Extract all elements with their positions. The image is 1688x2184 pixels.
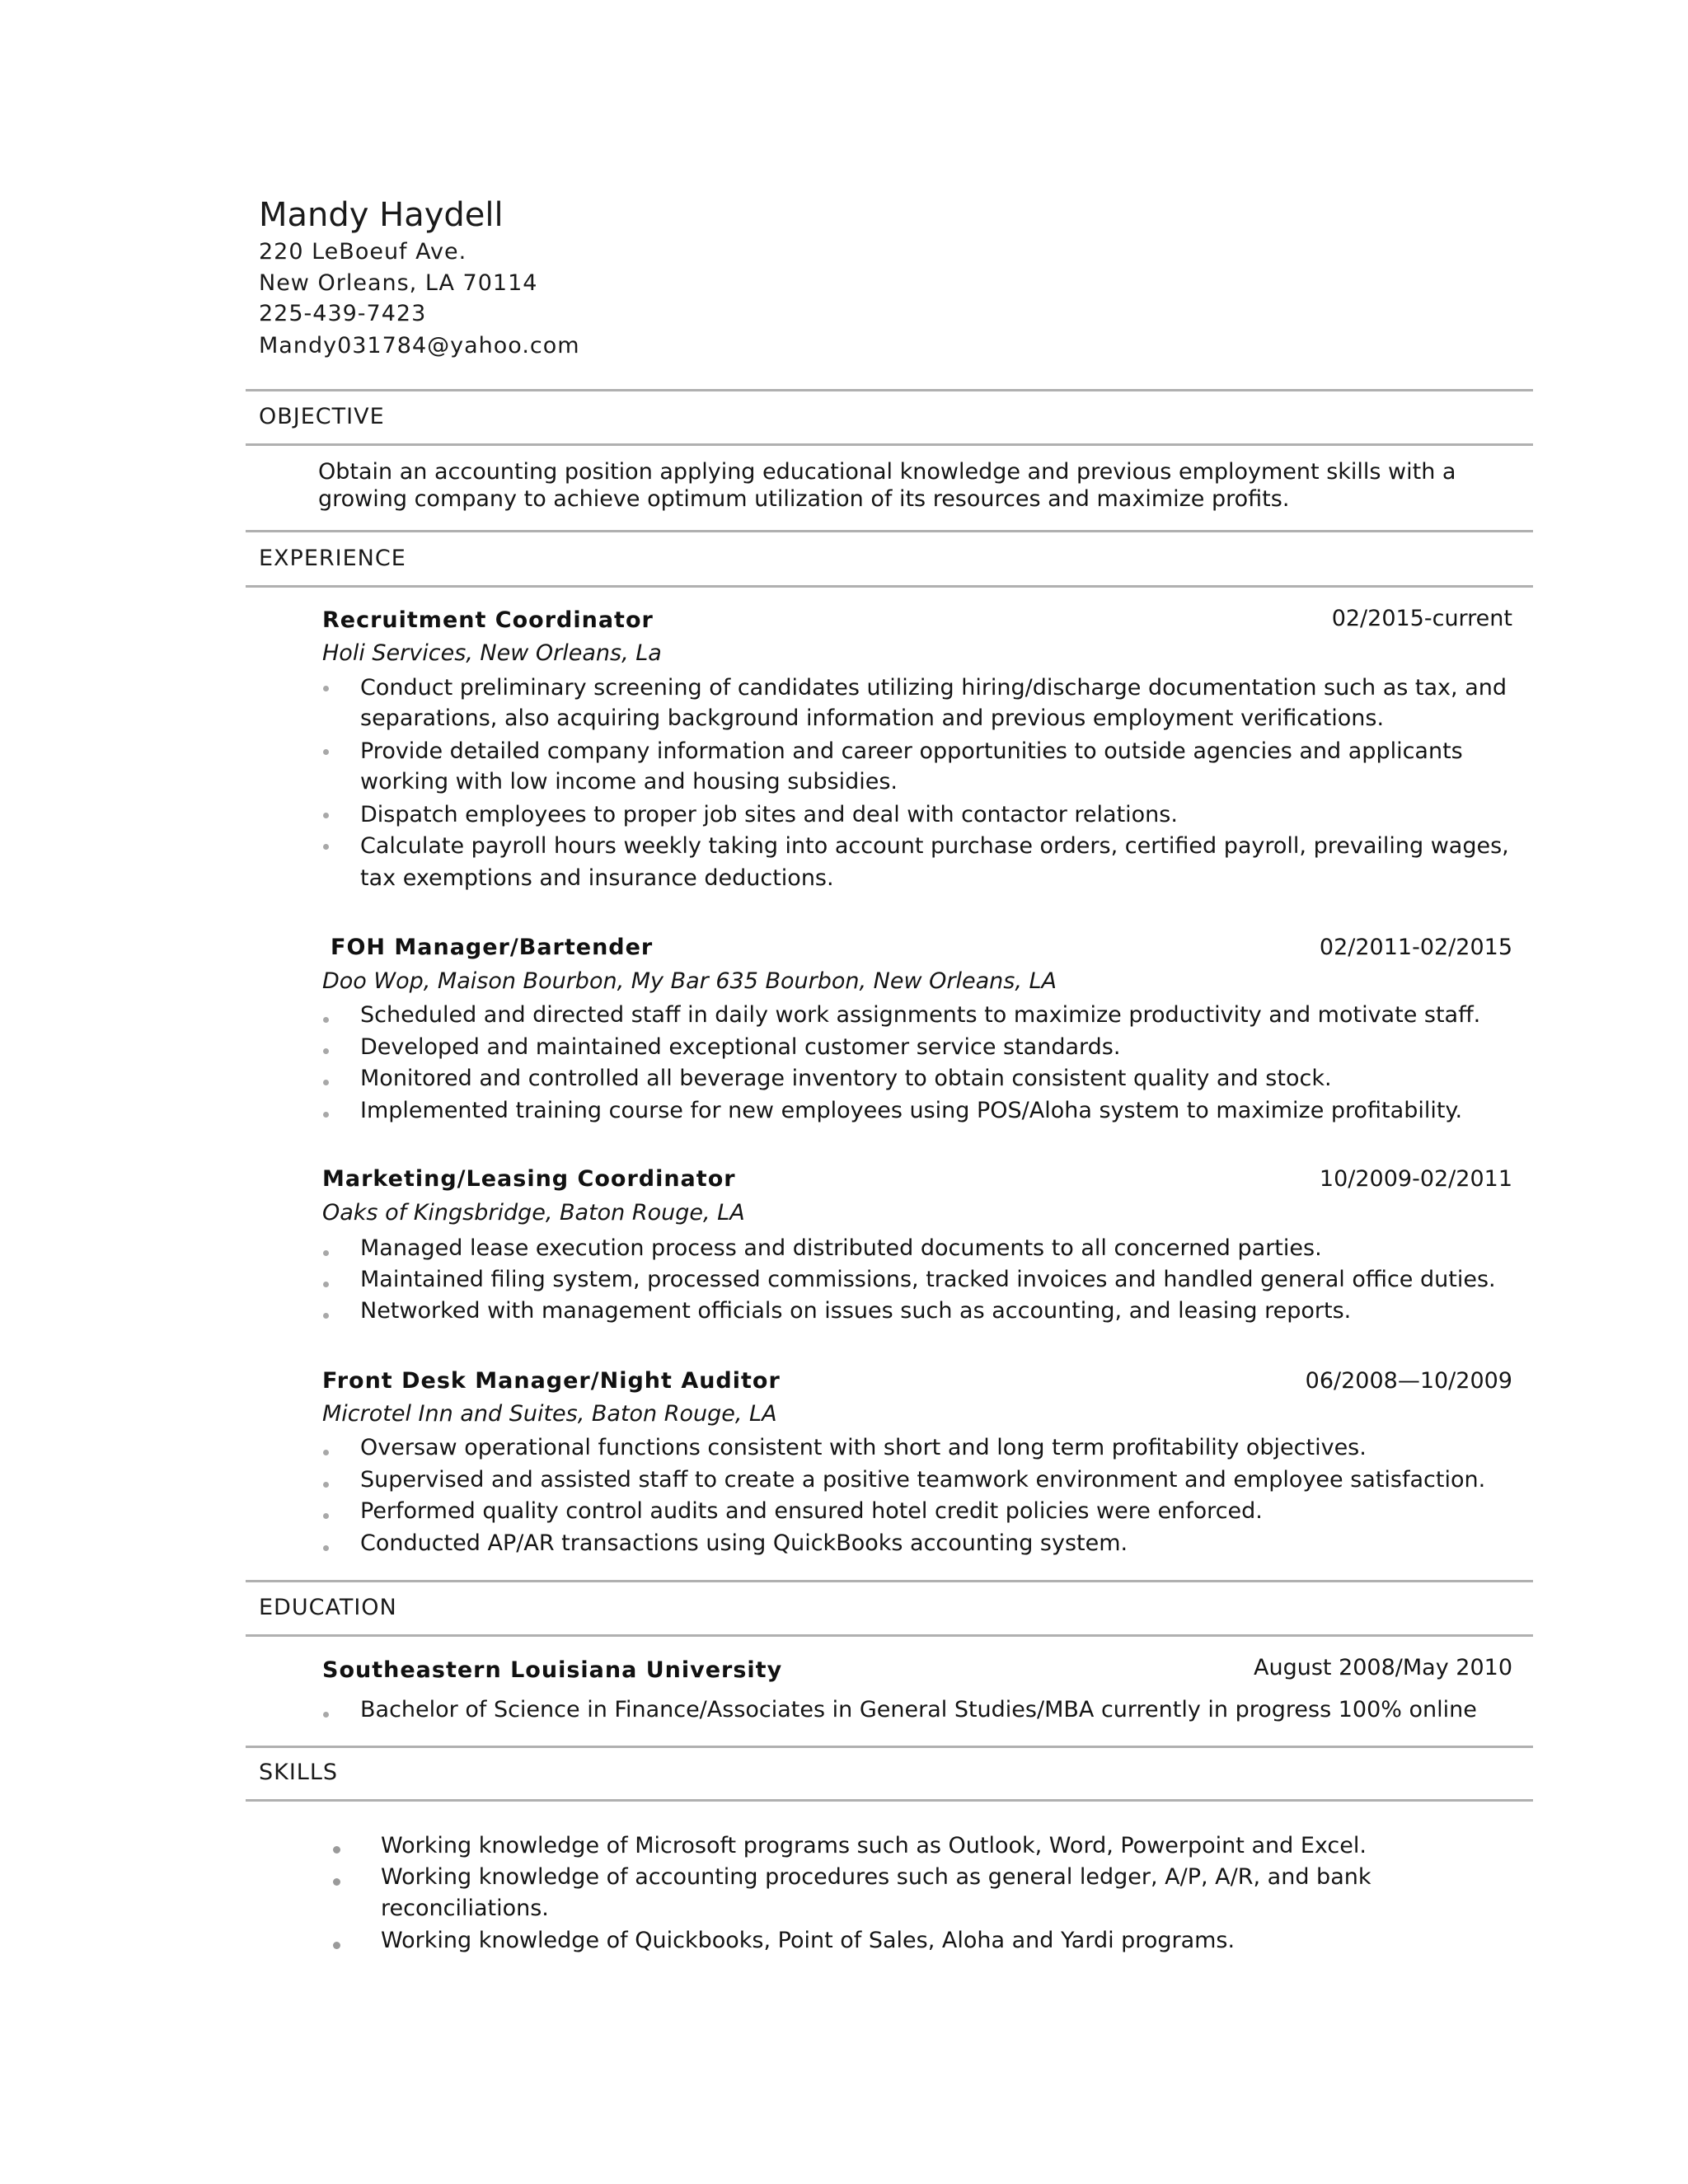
bullet-dot <box>323 1282 329 1287</box>
bullet-dot <box>323 749 329 755</box>
phone-number: 225-439-7423 <box>259 301 427 326</box>
section-heading-education: EDUCATION <box>259 1595 397 1620</box>
bullet-dot <box>323 1482 329 1488</box>
divider <box>246 1746 1533 1748</box>
bullet-dot <box>333 1846 340 1854</box>
section-heading-skills: SKILLS <box>259 1760 339 1785</box>
email-address: Mandy031784@yahoo.com <box>259 333 580 359</box>
bullet-dot <box>323 1513 329 1519</box>
divider <box>246 1580 1533 1582</box>
job-duty-line: separations, also acquiring background information and previous employment verifications. <box>360 705 1385 731</box>
job-duty-line: Scheduled and directed staff in daily work assignments to maximize productivity and motivate staff. <box>360 1002 1481 1028</box>
address-line-2: New Orleans, LA 70114 <box>259 270 538 296</box>
job-duty-line: tax exemptions and insurance deductions. <box>360 865 834 891</box>
job-title: FOH Manager/Bartender <box>331 935 654 960</box>
job-duty-line: Supervised and assisted staff to create a positive teamwork environment and employee satisfaction. <box>360 1467 1486 1493</box>
job-title: Recruitment Coordinator <box>322 607 654 633</box>
job-duty-line: Performed quality control audits and ensured hotel credit policies were enforced. <box>360 1498 1263 1524</box>
job-dates: 10/2009-02/2011 <box>1319 1166 1512 1192</box>
divider <box>246 530 1533 532</box>
job-duty-line: Developed and maintained exceptional customer service standards. <box>360 1034 1121 1060</box>
job-duty-line: Conduct preliminary screening of candidates utilizing hiring/discharge documentation such as tax, and <box>360 675 1507 701</box>
job-duty-line: Maintained filing system, processed commissions, tracked invoices and handled general office duties. <box>360 1267 1496 1292</box>
job-duty-line: Calculate payroll hours weekly taking into account purchase orders, certified payroll, prevailing wages, <box>360 833 1509 859</box>
job-duty-line: working with low income and housing subsidies. <box>360 769 898 794</box>
skill-line: reconciliations. <box>381 1896 549 1921</box>
divider <box>246 1634 1533 1637</box>
bullet-dot <box>323 1250 329 1256</box>
job-dates: 02/2011-02/2015 <box>1319 935 1512 960</box>
job-title: Front Desk Manager/Night Auditor <box>322 1368 781 1394</box>
objective-line: Obtain an accounting position applying educational knowledge and previous employment skills with a <box>318 459 1456 485</box>
applicant-name: Mandy Haydell <box>259 196 504 234</box>
education-dates: August 2008/May 2010 <box>1254 1655 1512 1680</box>
job-duty-line: Conducted AP/AR transactions using QuickBooks accounting system. <box>360 1530 1128 1556</box>
job-dates: 02/2015-current <box>1331 606 1512 631</box>
bullet-dot <box>333 1942 340 1949</box>
bullet-dot <box>323 813 329 818</box>
job-duty-line: Provide detailed company information and career opportunities to outside agencies and applicants <box>360 738 1463 764</box>
job-dates: 06/2008—10/2009 <box>1305 1368 1512 1394</box>
job-company: Holi Services, New Orleans, La <box>322 640 662 666</box>
objective-line: growing company to achieve optimum utilization of its resources and maximize profits. <box>318 486 1290 512</box>
bullet-dot <box>323 686 329 691</box>
section-heading-objective: OBJECTIVE <box>259 404 385 429</box>
divider <box>246 443 1533 446</box>
job-duty-line: Managed lease execution process and distributed documents to all concerned parties. <box>360 1235 1322 1261</box>
bullet-dot <box>323 844 329 850</box>
job-company: Microtel Inn and Suites, Baton Rouge, LA <box>322 1401 777 1427</box>
divider <box>246 1799 1533 1802</box>
bullet-dot <box>333 1878 340 1886</box>
job-company: Oaks of Kingsbridge, Baton Rouge, LA <box>322 1200 745 1226</box>
section-heading-experience: EXPERIENCE <box>259 546 406 571</box>
job-duty-line: Dispatch employees to proper job sites and deal with contactor relations. <box>360 802 1178 827</box>
bullet-dot <box>323 1080 329 1085</box>
job-duty-line: Oversaw operational functions consistent with short and long term profitability objectives. <box>360 1435 1367 1460</box>
job-duty-line: Implemented training course for new employees using POS/Aloha system to maximize profitability. <box>360 1098 1463 1123</box>
education-detail-line: Bachelor of Science in Finance/Associates in General Studies/MBA currently in progress 100% online <box>360 1697 1477 1722</box>
divider <box>246 389 1533 391</box>
address-line-1: 220 LeBoeuf Ave. <box>259 239 467 265</box>
bullet-dot <box>323 1112 329 1118</box>
school-name: Southeastern Louisiana University <box>322 1657 783 1683</box>
skill-line: Working knowledge of accounting procedures such as general ledger, A/P, A/R, and bank <box>381 1864 1372 1890</box>
divider <box>246 585 1533 588</box>
job-title: Marketing/Leasing Coordinator <box>322 1166 736 1192</box>
bullet-dot <box>323 1017 329 1023</box>
skill-line: Working knowledge of Quickbooks, Point of Sales, Aloha and Yardi programs. <box>381 1928 1236 1953</box>
bullet-dot <box>323 1313 329 1319</box>
skill-line: Working knowledge of Microsoft programs such as Outlook, Word, Powerpoint and Excel. <box>381 1833 1367 1858</box>
bullet-dot <box>323 1545 329 1551</box>
job-company: Doo Wop, Maison Bourbon, My Bar 635 Bourbon, New Orleans, LA <box>322 968 1057 994</box>
job-duty-line: Networked with management officials on issues such as accounting, and leasing reports. <box>360 1298 1352 1324</box>
bullet-dot <box>323 1450 329 1455</box>
job-duty-line: Monitored and controlled all beverage inventory to obtain consistent quality and stock. <box>360 1066 1332 1091</box>
bullet-dot <box>323 1712 329 1718</box>
bullet-dot <box>323 1048 329 1054</box>
